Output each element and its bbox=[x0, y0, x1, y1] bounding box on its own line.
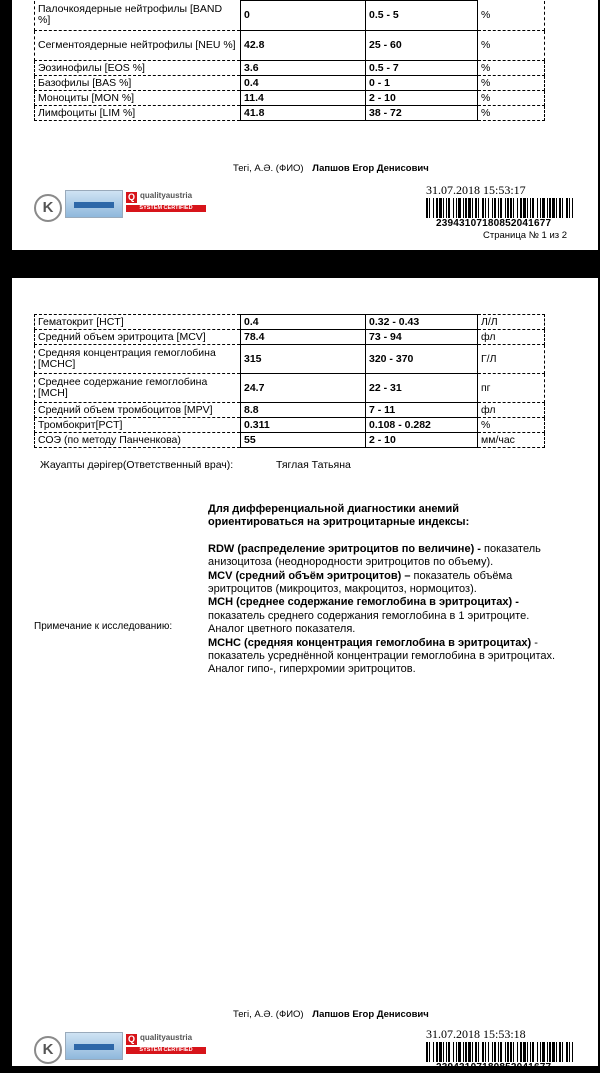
report-page-1 bbox=[12, 0, 598, 250]
signature-line bbox=[233, 1009, 429, 1020]
unit: % bbox=[478, 106, 545, 121]
note-mchc bbox=[208, 637, 556, 677]
unit: фл bbox=[478, 403, 545, 418]
certification-logos bbox=[34, 1032, 206, 1068]
page-number: Страница № 1 из 2 bbox=[483, 230, 568, 241]
test-value: 0.4 bbox=[241, 76, 366, 91]
test-value: 0.4 bbox=[241, 315, 366, 330]
unit: Г/Л bbox=[478, 345, 545, 374]
research-note bbox=[208, 503, 556, 677]
unit: % bbox=[478, 61, 545, 76]
quality-austria-q-icon: Q bbox=[127, 1034, 135, 1044]
table-row bbox=[35, 1, 545, 31]
note-heading: Для дифференциальной диагностики анемий ориентироваться на эритроцитарные индексы: bbox=[208, 503, 470, 529]
iso-certificate-logo-icon bbox=[65, 1032, 123, 1060]
test-value: 78.4 bbox=[241, 330, 366, 345]
signature-name: Лапшов Егор Денисович bbox=[312, 163, 429, 174]
note-rdw bbox=[208, 543, 556, 570]
note-mch bbox=[208, 596, 556, 636]
note-text: показатель объёма эритроцитов (микроцитоз, макроцитоз, нормоцитоз). bbox=[208, 569, 513, 596]
barcode-icon bbox=[426, 1042, 574, 1062]
test-value: 8.8 bbox=[241, 403, 366, 418]
test-value: 42.8 bbox=[241, 31, 366, 61]
signature-label: Тегі, А.Ә. (ФИО) bbox=[233, 163, 304, 174]
test-name: Тромбокрит[PCT] bbox=[35, 418, 241, 433]
unit: % bbox=[478, 1, 545, 31]
table-row bbox=[35, 76, 545, 91]
reference-range: 7 - 11 bbox=[366, 403, 478, 418]
doctor-label: Жауапты дәрігер(Ответственный врач): bbox=[40, 459, 234, 471]
unit: фл bbox=[478, 330, 545, 345]
reference-range: 0.32 - 0.43 bbox=[366, 315, 478, 330]
signature-name: Лапшов Егор Денисович bbox=[312, 1009, 429, 1020]
table-row bbox=[35, 418, 545, 433]
reference-range: 73 - 94 bbox=[366, 330, 478, 345]
doctor-name: Тяглая Татьяна bbox=[276, 459, 351, 471]
reference-range: 2 - 10 bbox=[366, 91, 478, 106]
test-name: Эозинофилы [EOS %] bbox=[35, 61, 241, 76]
signature-label: Тегі, А.Ә. (ФИО) bbox=[233, 1009, 304, 1020]
reference-range: 22 - 31 bbox=[366, 374, 478, 403]
test-value: 24.7 bbox=[241, 374, 366, 403]
report-page-2 bbox=[12, 278, 598, 1073]
table-row bbox=[35, 374, 545, 403]
test-value: 3.6 bbox=[241, 61, 366, 76]
test-name: Лимфоциты [LIM %] bbox=[35, 106, 241, 121]
unit: % bbox=[478, 418, 545, 433]
unit: Л/Л bbox=[478, 315, 545, 330]
unit: пг bbox=[478, 374, 545, 403]
note-mcv bbox=[208, 570, 556, 597]
test-value: 0.311 bbox=[241, 418, 366, 433]
table-row bbox=[35, 315, 545, 330]
signature-line bbox=[233, 163, 429, 174]
table-row bbox=[35, 61, 545, 76]
quality-austria-q-icon: Q bbox=[127, 192, 135, 202]
test-name: Моноциты [MON %] bbox=[35, 91, 241, 106]
barcode-number: 23943107180852041677 bbox=[436, 218, 552, 229]
quality-austria-brand: qualityaustria bbox=[140, 191, 193, 200]
reference-range: 0.5 - 7 bbox=[366, 61, 478, 76]
system-certified-banner: SYSTEM CERTIFIED bbox=[126, 1047, 206, 1054]
test-value: 0 bbox=[241, 1, 366, 31]
test-name: Средний объем тромбоцитов [MPV] bbox=[35, 403, 241, 418]
note-term: MCHC (средняя концентрация гемоглобина в эритроцитах) bbox=[208, 636, 532, 649]
table-row bbox=[35, 403, 545, 418]
reference-range: 2 - 10 bbox=[366, 433, 478, 448]
table-row bbox=[35, 330, 545, 345]
test-name: Базофилы [BAS %] bbox=[35, 76, 241, 91]
reference-range: 38 - 72 bbox=[366, 106, 478, 121]
table-row bbox=[35, 31, 545, 61]
note-term: MCH (среднее содержание гемоглобина в эритроцитах) - bbox=[208, 596, 519, 609]
table-row bbox=[35, 106, 545, 121]
barcode-icon bbox=[426, 198, 574, 218]
unit: % bbox=[478, 76, 545, 91]
results-table-page-1 bbox=[34, 0, 545, 121]
test-value: 55 bbox=[241, 433, 366, 448]
note-text: - показатель усреднённой концентрации гемоглобина в эритроцитах. Аналог гипо-, гиперхромии эритроцитов. bbox=[208, 636, 556, 676]
print-datetime: 31.07.2018 15:53:17 bbox=[426, 183, 526, 197]
unit: % bbox=[478, 91, 545, 106]
unit: мм/час bbox=[478, 433, 545, 448]
test-name: СОЭ (по методу Панченкова) bbox=[35, 433, 241, 448]
results-table-page-2 bbox=[34, 314, 545, 448]
system-certified-banner: SYSTEM CERTIFIED bbox=[126, 205, 206, 212]
test-value: 11.4 bbox=[241, 91, 366, 106]
k-circle-logo-icon: K bbox=[34, 194, 62, 222]
test-name: Гематокрит [HCT] bbox=[35, 315, 241, 330]
certification-logos bbox=[34, 190, 206, 226]
note-term: RDW (распределение эритроцитов по величине) - bbox=[208, 542, 481, 555]
table-row bbox=[35, 345, 545, 374]
reference-range: 0.5 - 5 bbox=[366, 1, 478, 31]
note-label: Примечание к исследованию: bbox=[34, 621, 173, 632]
table-row bbox=[35, 91, 545, 106]
test-name: Палочкоядерные нейтрофилы [BAND %] bbox=[35, 1, 241, 31]
note-text: показатель анизоцитоза (неоднородности эритроцитов по объему). bbox=[208, 542, 541, 569]
note-term: MCV (средний объём эритроцитов) – bbox=[208, 569, 411, 582]
test-value: 41.8 bbox=[241, 106, 366, 121]
k-circle-logo-icon: K bbox=[34, 1036, 62, 1064]
reference-range: 320 - 370 bbox=[366, 345, 478, 374]
iso-certificate-logo-icon bbox=[65, 190, 123, 218]
table-row bbox=[35, 433, 545, 448]
test-name: Среднее содержание гемоглобина [MCH] bbox=[35, 374, 241, 403]
barcode-number: 23943107180852041677 bbox=[436, 1062, 552, 1073]
responsible-doctor bbox=[40, 459, 351, 471]
test-name: Средний объем эритроцита [MCV] bbox=[35, 330, 241, 345]
test-name: Сегментоядерные нейтрофилы [NEU %] bbox=[35, 31, 241, 61]
quality-austria-brand: qualityaustria bbox=[140, 1033, 193, 1042]
test-value: 315 bbox=[241, 345, 366, 374]
test-name: Средняя концентрация гемоглобина [MCHC] bbox=[35, 345, 241, 374]
unit: % bbox=[478, 31, 545, 61]
reference-range: 25 - 60 bbox=[366, 31, 478, 61]
print-datetime: 31.07.2018 15:53:18 bbox=[426, 1027, 526, 1041]
reference-range: 0.108 - 0.282 bbox=[366, 418, 478, 433]
reference-range: 0 - 1 bbox=[366, 76, 478, 91]
note-text: показатель среднего содержания гемоглобина в 1 эритроците. Аналог цветного показателя. bbox=[208, 609, 530, 636]
